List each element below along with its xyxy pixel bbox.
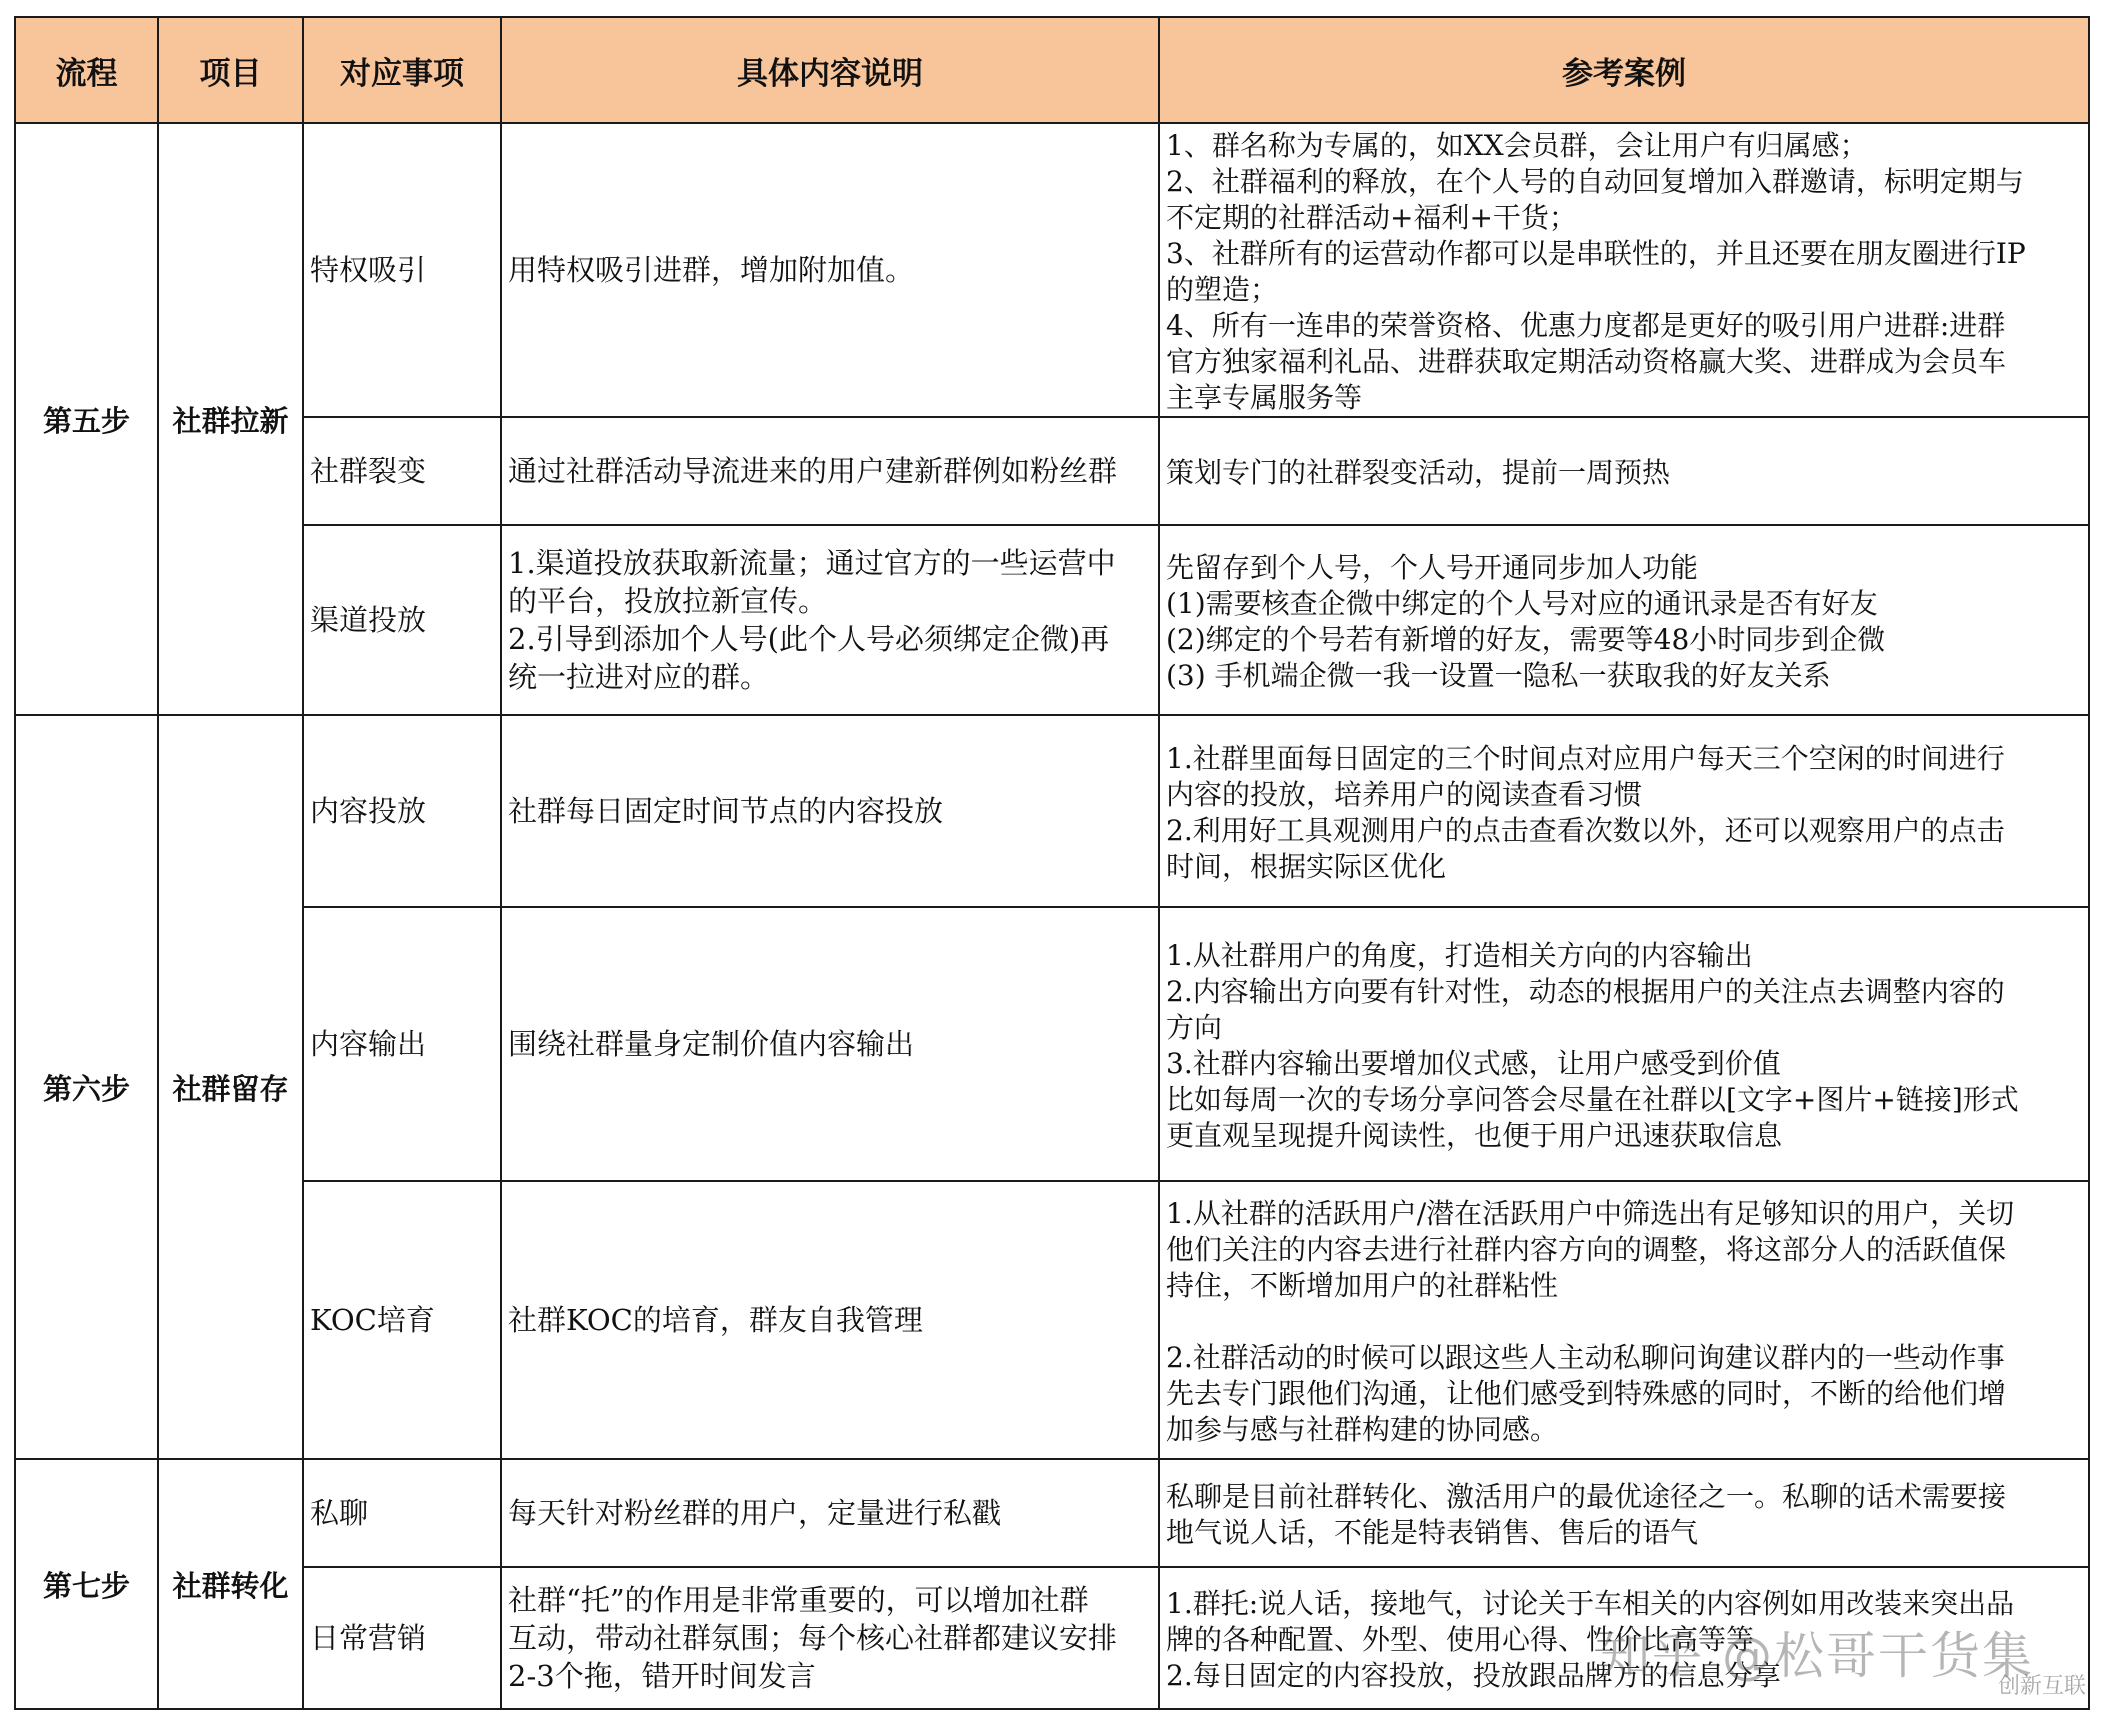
case-line: 官方独家福利礼品、进群获取定期活动资格赢大奖、进群成为会员车: [1166, 345, 2007, 378]
case-line: 的塑造；: [1166, 273, 1279, 306]
case-line: 1.从社群的活跃用户/潜在活跃用户中筛选出有足够知识的用户，关切: [1166, 1197, 2015, 1230]
content-table: [14, 16, 2090, 1710]
desc-cell: [501, 123, 1159, 417]
case-line: 先去专门跟他们沟通，让他们感受到特殊感的同时，不断的给他们增: [1166, 1377, 2007, 1410]
table-row: [15, 417, 2089, 525]
step-cell: 第七步: [15, 1459, 158, 1709]
case-line: 2.利用好工具观测用户的点击查看次数以外，还可以观察用户的点击: [1166, 814, 2005, 847]
header-cell: 项目: [158, 17, 303, 123]
case-cell: [1159, 1181, 2089, 1459]
case-line: 更直观呈现提升阅读性，也便于用户迅速获取信息: [1166, 1119, 1783, 1152]
header-cell: 对应事项: [303, 17, 501, 123]
header-cell: 流程: [15, 17, 158, 123]
item-cell: 日常营销: [303, 1567, 501, 1709]
desc-cell: [501, 907, 1159, 1181]
desc-line: 社群KOC的培育，群友自我管理: [508, 1303, 923, 1337]
case-line: 主享专属服务等: [1166, 381, 1363, 414]
case-cell: [1159, 907, 2089, 1181]
case-cell: [1159, 1459, 2089, 1567]
case-line: 1.从社群用户的角度，打造相关方向的内容输出: [1166, 939, 1753, 972]
case-cell: [1159, 123, 2089, 417]
desc-line: 1.渠道投放获取新流量；通过官方的一些运营中: [508, 546, 1116, 580]
case-line: (2)绑定的个号若有新增的好友，需要等48小时同步到企微: [1166, 623, 1886, 656]
case-line: 先留存到个人号，个人号开通同步加人功能: [1166, 551, 1699, 584]
case-line: 策划专门的社群裂变活动，提前一周预热: [1166, 456, 1671, 489]
case-cell: [1159, 525, 2089, 715]
case-line: 比如每周一次的专场分享问答会尽量在社群以[文字+图片+链接]形式: [1166, 1083, 2019, 1116]
case-cell: [1159, 715, 2089, 907]
desc-line: 的平台，投放拉新宣传。: [508, 584, 828, 618]
item-cell: 特权吸引: [303, 123, 501, 417]
case-line: 2、社群福利的释放，在个人号的自动回复增加入群邀请，标明定期与: [1166, 165, 2024, 198]
table-row: [15, 1459, 2089, 1567]
case-line: 私聊是目前社群转化、激活用户的最优途径之一。私聊的话术需要接: [1166, 1480, 2007, 1513]
desc-cell: [501, 417, 1159, 525]
table-row: [15, 123, 2089, 417]
item-cell: KOC培育: [303, 1181, 501, 1459]
header-cell: 具体内容说明: [501, 17, 1159, 123]
desc-cell: [501, 715, 1159, 907]
case-line: 方向: [1166, 1011, 1223, 1044]
case-line: 3、社群所有的运营动作都可以是串联性的，并且还要在朋友圈进行IP: [1166, 237, 2026, 270]
case-line: 内容的投放，培养用户的阅读查看习惯: [1166, 778, 1643, 811]
item-cell: 内容输出: [303, 907, 501, 1181]
desc-cell: [501, 1181, 1159, 1459]
header-row: [15, 17, 2089, 123]
case-line: (3) 手机端企微一我一设置一隐私一获取我的好友关系: [1166, 659, 1831, 692]
desc-cell: [501, 525, 1159, 715]
case-line: 他们关注的内容去进行社群内容方向的调整，将这部分人的活跃值保: [1166, 1233, 2007, 1266]
watermark-text: 知乎 @松哥干货集: [1600, 1627, 2034, 1685]
case-line: 2.社群活动的时候可以跟这些人主动私聊问询建议群内的一些动作事: [1166, 1341, 2005, 1374]
table-row: [15, 907, 2089, 1181]
case-line: 不定期的社群活动+福利+干货；: [1166, 201, 1577, 234]
project-cell: 社群留存: [158, 715, 303, 1459]
case-line: 时间，根据实际区优化: [1166, 850, 1447, 883]
desc-line: 统一拉进对应的群。: [508, 660, 770, 694]
case-line: 1、群名称为专属的，如XX会员群，会让用户有归属感；: [1166, 129, 1868, 162]
case-line: [1166, 1304, 2082, 1340]
desc-line: 2.引导到添加个人号(此个人号必须绑定企微)再: [508, 622, 1110, 656]
desc-line: 社群“托”的作用是非常重要的，可以增加社群: [508, 1583, 1089, 1617]
header-cell: 参考案例: [1159, 17, 2089, 123]
desc-line: 通过社群活动导流进来的用户建新群例如粉丝群: [508, 454, 1118, 488]
case-line: 4、所有一连串的荣誉资格、优惠力度都是更好的吸引用户进群:进群: [1166, 309, 2006, 342]
case-line: 1.群托:说人话，接地气，讨论关于车相关的内容例如用改装来突出品: [1166, 1587, 2015, 1620]
project-cell: 社群拉新: [158, 123, 303, 715]
item-cell: 私聊: [303, 1459, 501, 1567]
table-row: [15, 525, 2089, 715]
item-cell: 内容投放: [303, 715, 501, 907]
case-cell: [1159, 417, 2089, 525]
project-cell: 社群转化: [158, 1459, 303, 1709]
step-cell: 第五步: [15, 123, 158, 715]
table-row: [15, 715, 2089, 907]
step-cell: 第六步: [15, 715, 158, 1459]
item-cell: 社群裂变: [303, 417, 501, 525]
case-line: 3.社群内容输出要增加仪式感，让用户感受到价值: [1166, 1047, 1781, 1080]
case-line: (1)需要核查企微中绑定的个人号对应的通讯录是否有好友: [1166, 587, 1878, 620]
desc-cell: [501, 1567, 1159, 1709]
case-line: 持住，不断增加用户的社群粘性: [1166, 1269, 1559, 1302]
case-line: 1.社群里面每日固定的三个时间点对应用户每天三个空闲的时间进行: [1166, 742, 2005, 775]
case-line: 地气说人话，不能是特表销售、售后的语气: [1166, 1516, 1699, 1549]
case-line: 2.内容输出方向要有针对性，动态的根据用户的关注点去调整内容的: [1166, 975, 2005, 1008]
desc-line: 围绕社群量身定制价值内容输出: [508, 1027, 915, 1061]
case-line: 牌的各种配置、外型、使用心得、性价比高等等: [1166, 1623, 1755, 1656]
desc-line: 用特权吸引进群，增加附加值。: [508, 253, 915, 287]
case-line: 加参与感与社群构建的协同感。: [1166, 1413, 1559, 1446]
desc-line: 互动，带动社群氛围；每个核心社群都建议安排: [508, 1621, 1118, 1655]
case-line: 2.每日固定的内容投放，投放跟品牌方的信息分享: [1166, 1659, 1781, 1692]
desc-line: 每天针对粉丝群的用户，定量进行私戳: [508, 1496, 1002, 1530]
desc-line: 2-3个拖，错开时间发言: [508, 1659, 816, 1693]
item-cell: 渠道投放: [303, 525, 501, 715]
corner-watermark: 创新互联: [1997, 1674, 2086, 1699]
table-row: [15, 1181, 2089, 1459]
desc-line: 社群每日固定时间节点的内容投放: [508, 794, 944, 828]
desc-cell: [501, 1459, 1159, 1567]
